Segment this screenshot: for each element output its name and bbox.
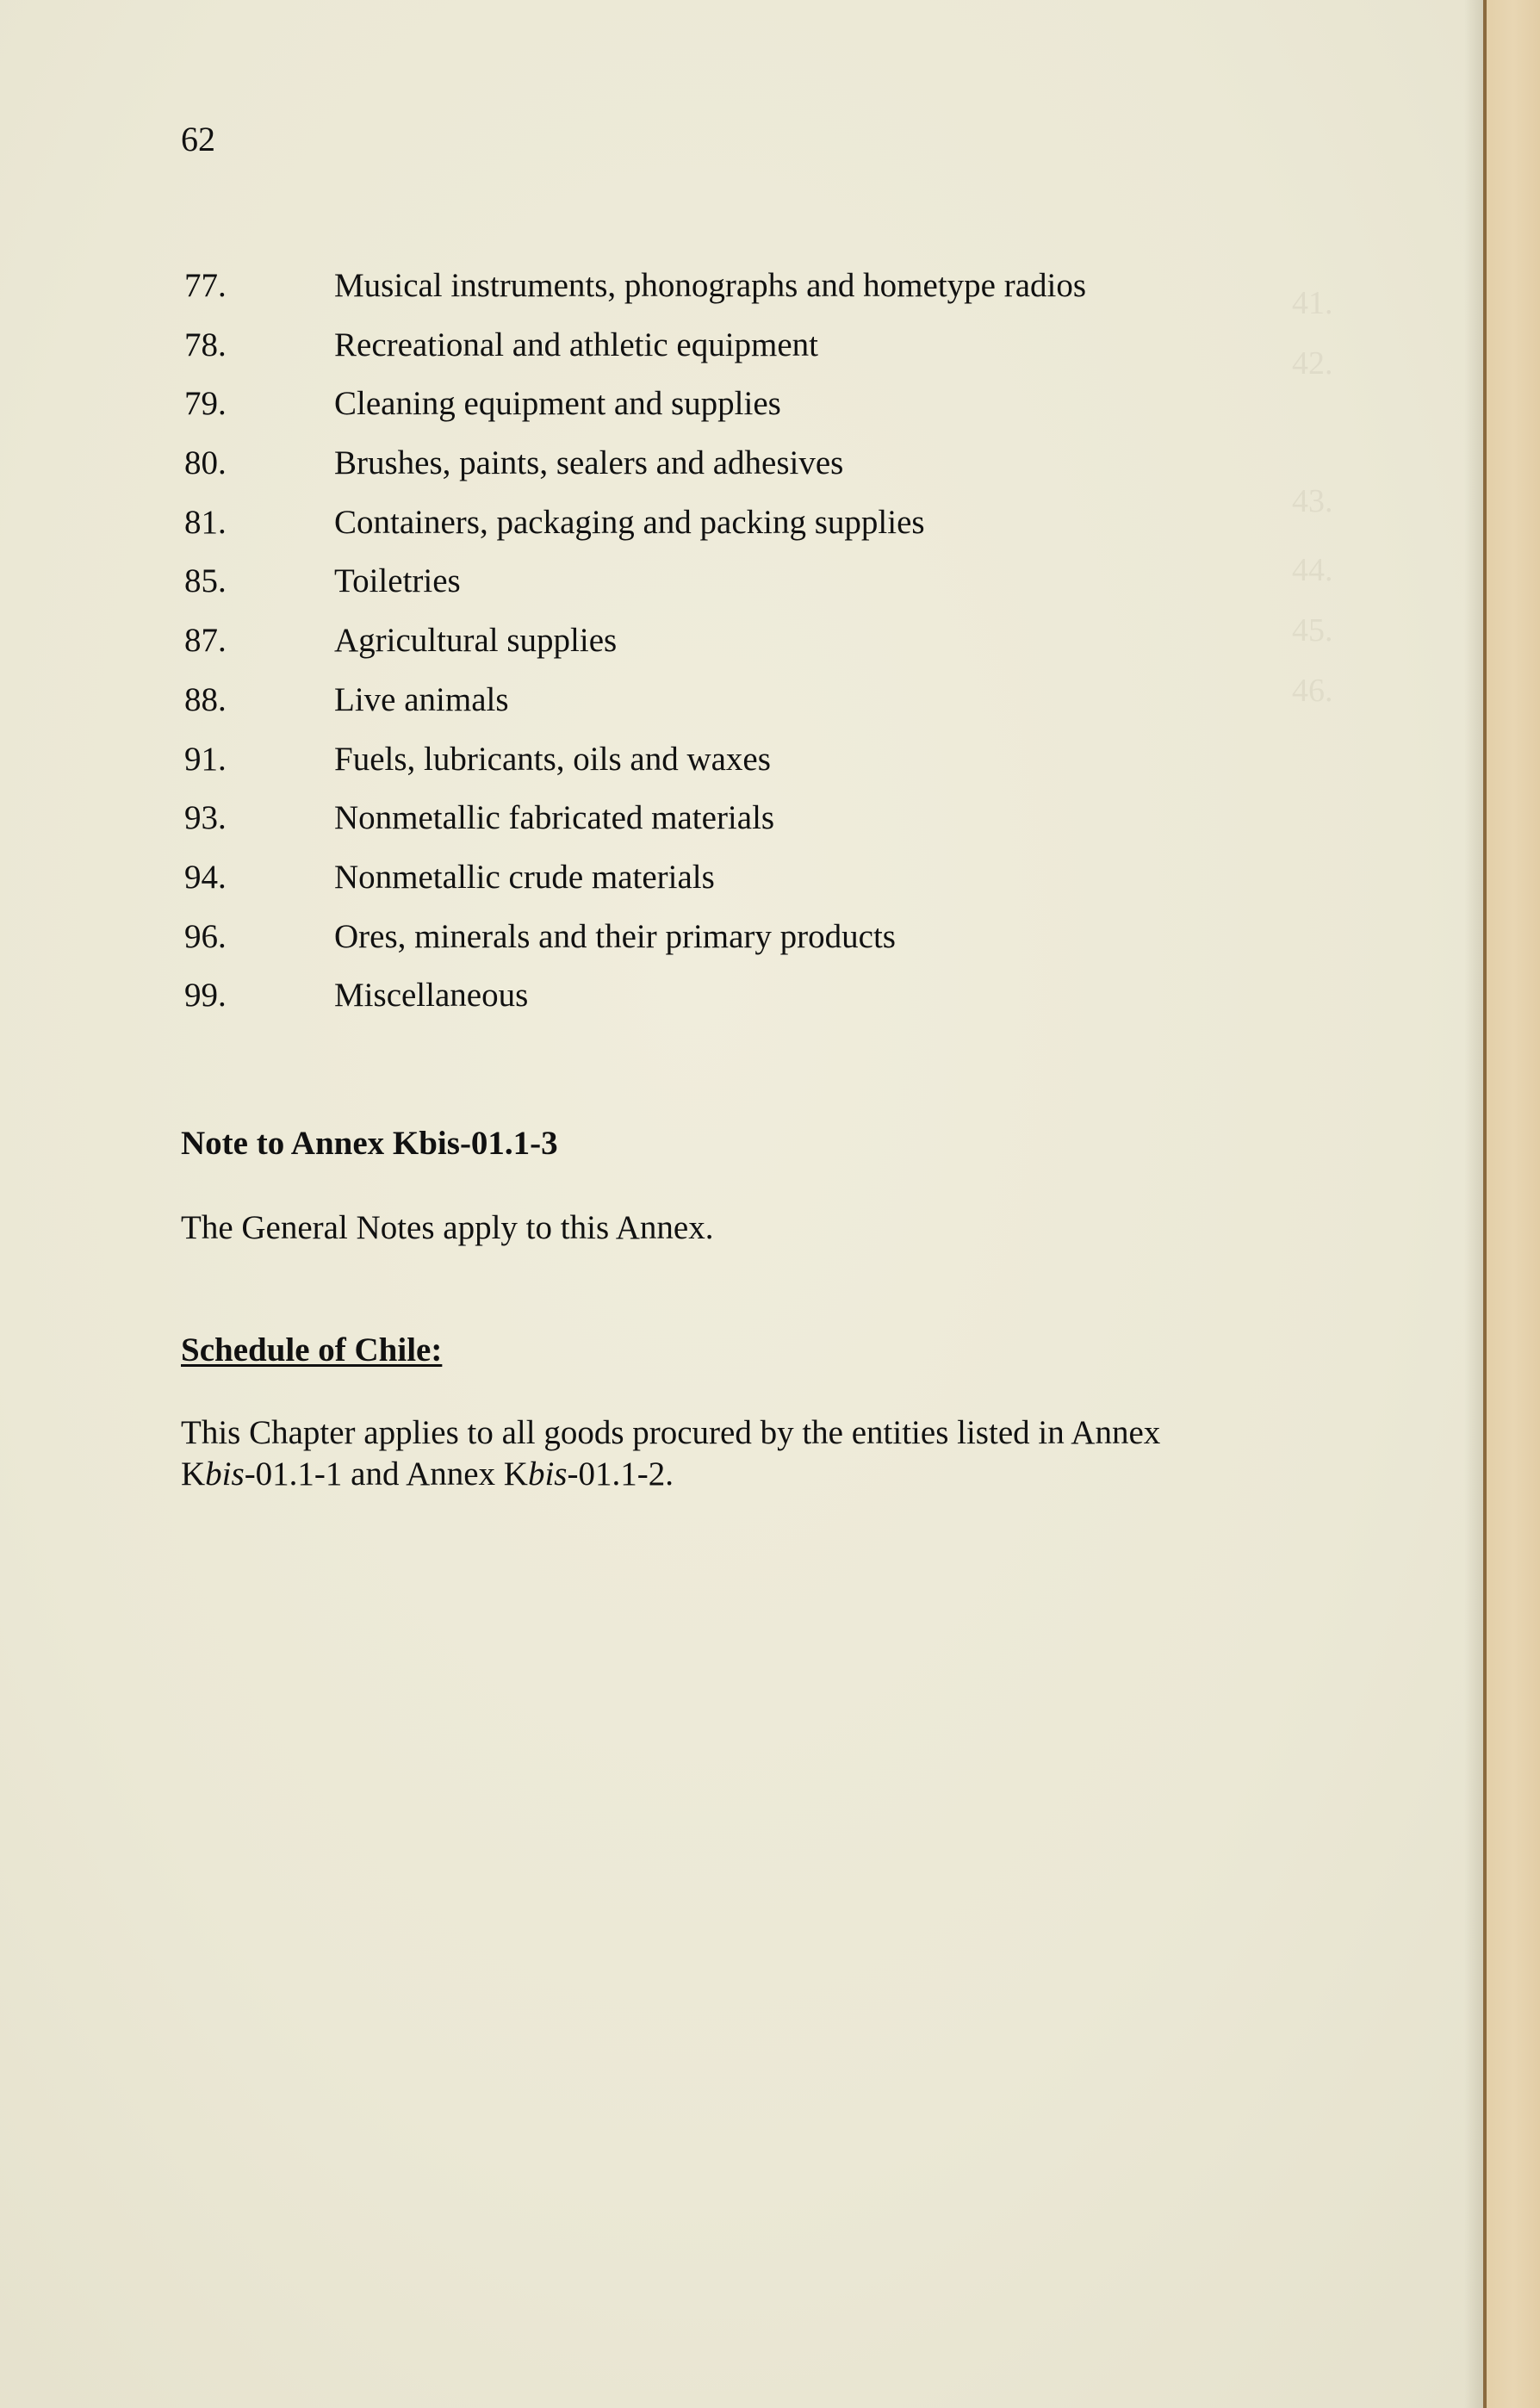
bleed-through-text: 44. bbox=[1292, 552, 1333, 588]
item-description: Nonmetallic fabricated materials bbox=[334, 799, 775, 837]
list-item bbox=[184, 325, 1086, 384]
item-number: 91. bbox=[184, 740, 227, 778]
bleed-through-text: 45. bbox=[1292, 612, 1333, 649]
list-item bbox=[184, 502, 1086, 562]
schedule-text-part: -01.1-1 and Annex K bbox=[244, 1455, 528, 1493]
item-description: Live animals bbox=[334, 680, 509, 718]
item-description: Brushes, paints, sealers and adhesives bbox=[334, 444, 844, 482]
item-number: 79. bbox=[184, 385, 227, 423]
bleed-through-text: 42. bbox=[1292, 345, 1333, 382]
schedule-text-part: -01.1-2. bbox=[567, 1455, 674, 1493]
schedule-paragraph bbox=[181, 1412, 1214, 1495]
schedule-text-italic: bis bbox=[527, 1455, 568, 1493]
list-item bbox=[184, 383, 1086, 443]
bleed-through-text: 43. bbox=[1292, 483, 1333, 519]
item-description: Miscellaneous bbox=[334, 977, 529, 1015]
item-number: 94. bbox=[184, 858, 227, 896]
item-number: 77. bbox=[184, 267, 227, 304]
item-description: Fuels, lubricants, oils and waxes bbox=[334, 740, 771, 778]
item-number: 78. bbox=[184, 326, 227, 363]
page-number: 62 bbox=[181, 120, 215, 158]
list-item bbox=[184, 797, 1086, 857]
item-number: 81. bbox=[184, 503, 227, 541]
bleed-through-text: 41. bbox=[1292, 285, 1333, 321]
item-number: 80. bbox=[184, 444, 227, 482]
item-number: 88. bbox=[184, 680, 227, 718]
schedule-heading: Schedule of Chile: bbox=[181, 1331, 443, 1368]
list-item bbox=[184, 916, 1086, 976]
category-list bbox=[184, 265, 1086, 1034]
item-description: Musical instruments, phonographs and hometype radios bbox=[334, 267, 1087, 304]
item-number: 87. bbox=[184, 622, 227, 660]
item-description: Agricultural supplies bbox=[334, 622, 618, 660]
note-text: The General Notes apply to this Annex. bbox=[181, 1209, 714, 1246]
list-item bbox=[184, 443, 1086, 502]
list-item bbox=[184, 975, 1086, 1034]
item-description: Recreational and athletic equipment bbox=[334, 326, 819, 363]
page-gutter-shadow bbox=[1464, 0, 1483, 2408]
list-item bbox=[184, 680, 1086, 739]
item-number: 96. bbox=[184, 917, 227, 955]
item-number: 93. bbox=[184, 799, 227, 837]
list-item bbox=[184, 739, 1086, 798]
list-item bbox=[184, 620, 1086, 680]
item-description: Nonmetallic crude materials bbox=[334, 858, 715, 896]
schedule-text-part: This Chapter applies to all goods procured by the entities listed in Annex K bbox=[181, 1414, 1161, 1493]
adjacent-page-edge bbox=[1487, 0, 1540, 2408]
bleed-through-text: 46. bbox=[1292, 673, 1333, 709]
list-item bbox=[184, 561, 1086, 620]
item-description: Containers, packaging and packing supplies bbox=[334, 503, 925, 541]
schedule-text-italic: bis bbox=[205, 1455, 245, 1493]
list-item bbox=[184, 265, 1086, 325]
item-description: Cleaning equipment and supplies bbox=[334, 385, 781, 423]
item-number: 99. bbox=[184, 977, 227, 1015]
item-description: Toiletries bbox=[334, 562, 461, 600]
item-description: Ores, minerals and their primary products bbox=[334, 917, 896, 955]
item-number: 85. bbox=[184, 562, 227, 600]
list-item bbox=[184, 857, 1086, 916]
note-heading: Note to Annex Kbis-01.1-3 bbox=[181, 1125, 558, 1162]
